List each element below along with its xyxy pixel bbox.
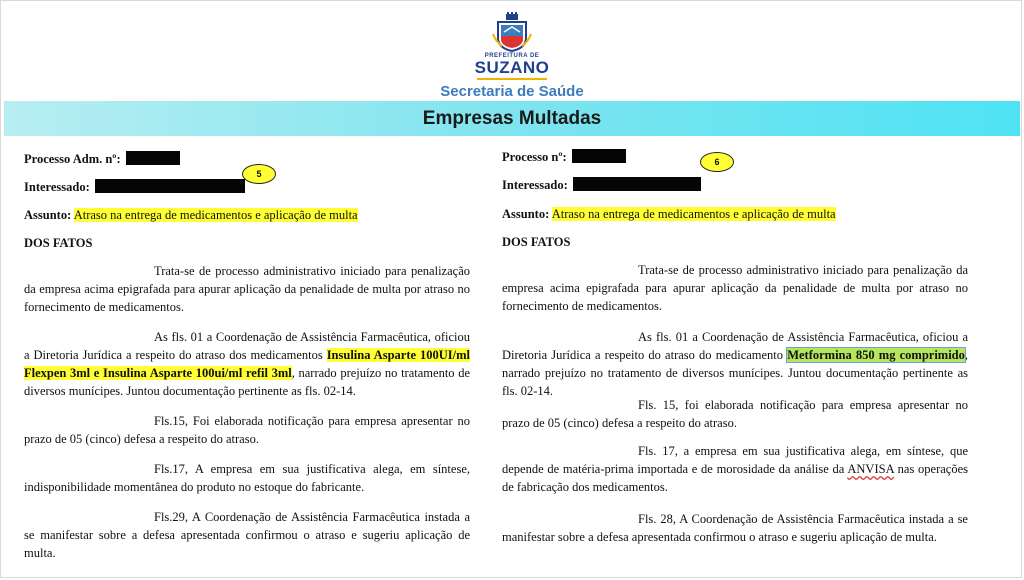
- paragraph: Trata-se de processo administrativo iniciado para penalização da empresa acima epigrafada para apurar aplicação da penalidade de multa por atraso no fornecimento de medicamentos.: [24, 264, 470, 314]
- paragraph: [24, 328, 470, 400]
- coat-of-arms-icon: [492, 12, 532, 52]
- paragraph: Fls.15, Foi elaborada notificação para empresa apresentar no prazo de 05 (cinco) defesa a respeito do atraso.: [24, 414, 470, 446]
- redacted-block: [95, 179, 245, 193]
- number-badge: 5: [242, 164, 276, 184]
- interessado-field: [502, 176, 701, 194]
- redacted-block: [573, 177, 701, 191]
- paragraph: [502, 328, 968, 400]
- paragraph-text: , narrado prejuízo no tratamento de diversos munícipes. Juntou documentação pertinente as fls. 02-14.: [502, 348, 969, 398]
- processo-label: Processo Adm. nº:: [24, 152, 121, 166]
- paragraph-text: Fls. 17, a empresa em sua justificativa alega, em síntese, que depende de matéria-prima importada e de morosidade da análise da: [502, 444, 968, 476]
- medication-highlight: Metformina 850 mg comprimido: [787, 348, 965, 362]
- processo-field: [24, 150, 180, 168]
- assunto-label: Assunto:: [24, 208, 72, 222]
- prefeitura-logo: [0, 12, 1024, 100]
- paragraph-text: , narrado prejuízo no tratamento de diversos munícipes. Juntou documentação pertinente as fls. 02-14.: [24, 366, 470, 398]
- paragraph-text: As fls. 01 a Coordenação de Assistência Farmacêutica, oficiou a Diretoria Jurídica a respeito do atraso dos medicamentos: [24, 330, 470, 362]
- assunto-value: Atraso na entrega de medicamentos e aplicação de multa: [73, 208, 358, 222]
- interessado-field: [24, 178, 245, 196]
- secretaria-title: Secretaria de Saúde: [440, 83, 584, 100]
- logo-underline: [477, 78, 547, 80]
- assunto-field: [502, 205, 836, 223]
- paragraph: Fls.17, A empresa em sua justificativa alega, em síntese, indisponibilidade momentânea do produto no estoque do fabricante.: [24, 462, 470, 494]
- interessado-label: Interessado:: [502, 178, 568, 192]
- interessado-label: Interessado:: [24, 180, 90, 194]
- paragraph: Fls. 28, A Coordenação de Assistência Farmacêutica instada a se manifestar sobre a defesa apresentada confirmou o atraso e sugeriu aplicação de multa.: [502, 512, 968, 544]
- assunto-field: [24, 206, 358, 224]
- paragraph: [502, 442, 968, 496]
- paragraph-text: As fls. 01 a Coordenação de Assistência Farmacêutica, oficiou a Diretoria Jurídica a respeito do atraso do medicamento: [502, 330, 968, 362]
- paragraph: Fls. 15, foi elaborada notificação para empresa apresentar no prazo de 05 (cinco) defesa a respeito do atraso.: [502, 398, 968, 430]
- assunto-value: Atraso na entrega de medicamentos e aplicação de multa: [551, 207, 836, 221]
- logo-city-name: SUZANO: [474, 58, 550, 77]
- paragraph: Fls.29, A Coordenação de Assistência Farmacêutica instada a se manifestar sobre a defesa apresentada confirmou o atraso e sugeriu aplicação de multa.: [24, 510, 470, 560]
- dos-fatos-heading: DOS FATOS: [24, 236, 93, 250]
- logo-caption: PREFEITURA DE: [484, 53, 540, 59]
- redacted-block: [126, 151, 180, 165]
- section-banner: Empresas Multadas: [4, 101, 1020, 136]
- dos-fatos-heading: DOS FATOS: [502, 235, 571, 249]
- paragraph-text: nas operações de fabricação dos medicamentos.: [502, 462, 968, 494]
- number-badge: 6: [700, 152, 734, 172]
- anvisa-term: ANVISA: [847, 462, 894, 476]
- paragraph: Trata-se de processo administrativo iniciado para penalização da empresa acima epigrafada para apurar aplicação da penalidade de multa por atraso no fornecimento de medicamentos.: [502, 263, 968, 313]
- processo-field: [502, 148, 626, 166]
- processo-label: Processo nº:: [502, 150, 567, 164]
- assunto-label: Assunto:: [502, 207, 550, 221]
- redacted-block: [572, 149, 626, 163]
- medication-highlight: Insulina Asparte 100UI/ml Flexpen 3ml e Insulina Asparte 100ui/ml refil 3ml: [24, 348, 471, 380]
